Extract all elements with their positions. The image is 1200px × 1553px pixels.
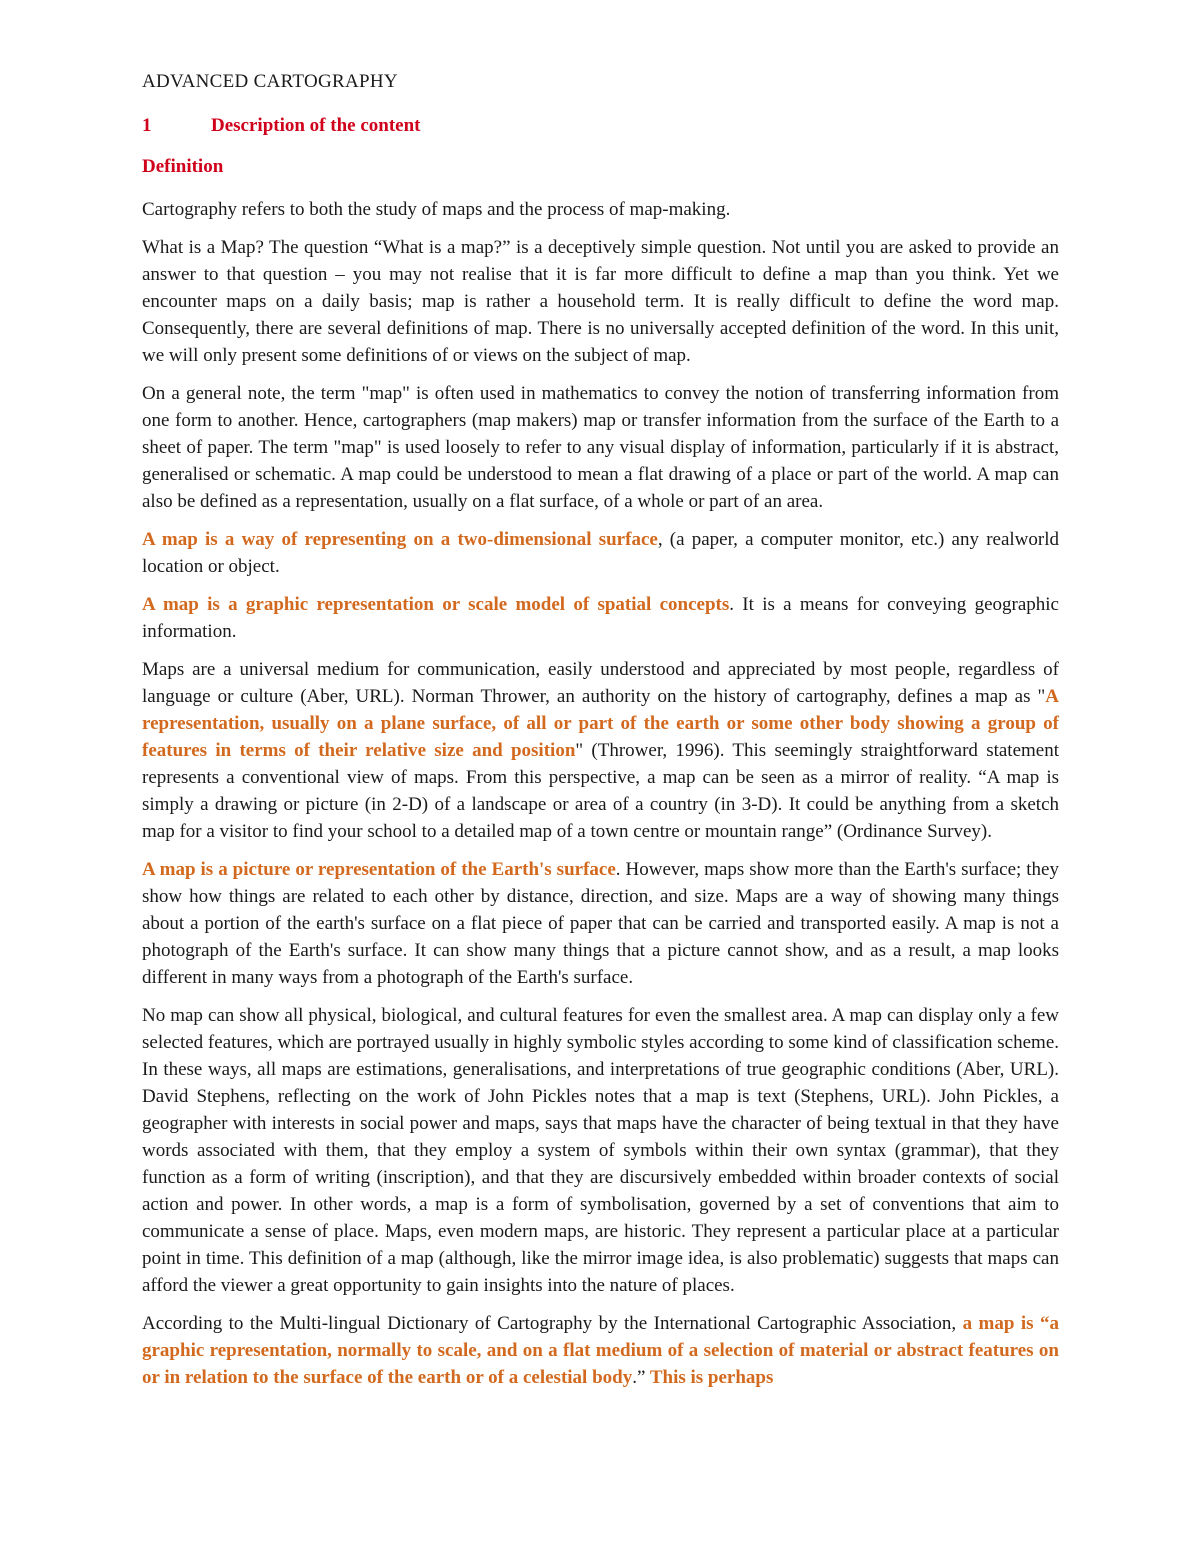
- highlight-definition: A map is a graphic representation or scale model of spatial concepts: [142, 594, 730, 615]
- paragraph-text: , (a paper, a computer monitor, etc.) any realworld location or object.: [142, 529, 1059, 577]
- highlight-continuation: This is perhaps: [645, 1367, 774, 1388]
- highlight-definition: A map is a way of representing on a two-dimensional surface: [142, 529, 658, 550]
- highlight-definition: A map is a picture or representation of the Earth's surface: [142, 859, 616, 880]
- paragraph-definition-two-dimensional: [142, 526, 1059, 580]
- paragraph-text: . However, maps show more than the Earth's surface; they show how things are related to each other by distance, direction, and size. Maps are a way of showing many things about a portion of the earth's surface on a flat piece of paper that can be carried and transported easily. A map is not a photograph of the Earth's surface. It can show many things that a picture cannot show, and as a result, a map looks different in many ways from a photograph of the Earth's surface.: [142, 859, 1059, 988]
- section-title: Description of the content: [211, 115, 421, 136]
- highlight-definition: A representation, usually on a plane surface, of all or part of the earth or some other body showing a group of features in terms of their relative size and position: [142, 686, 1059, 761]
- document-title: ADVANCED CARTOGRAPHY: [142, 71, 398, 92]
- highlight-definition: a map is “a graphic representation, normally to scale, and on a flat medium of a selection of material or abstract features on or in relation to the surface of the earth or of a celestial body: [142, 1313, 1059, 1388]
- paragraph-text: " (Thrower, 1996). This seemingly straightforward statement represents a conventional view of maps. From this perspective, a map can be seen as a mirror of reality. “A map is simply a drawing or picture (in 2-D) of a landscape or area of a country (in 3-D). It could be anything from a sketch map for a visitor to find your school to a detailed map of a town centre or mountain range” (Ordinance Survey).: [142, 740, 1060, 842]
- section-heading: [142, 112, 1059, 139]
- section-number: 1: [142, 115, 152, 136]
- paragraph-intro: Cartography refers to both the study of maps and the process of map-making.: [142, 199, 731, 220]
- paragraph-text: Maps are a universal medium for communication, easily understood and appreciated by most people, regardless of language or culture (Aber, URL). Norman Thrower, an authority on the history of cartography, defines a map as ": [142, 659, 1059, 707]
- paragraph-what-is-map: What is a Map? The question “What is a map?” is a deceptively simple question. Not until you are asked to provide an answer to that question – you may not realise that it is far more difficult to define a map than you think. Yet we encounter maps on a daily basis; map is rather a household term. It is really difficult to define the word map. Consequently, there are several definitions of map. There is no universally accepted definition of the word. In this unit, we will only present some definitions of or views on the subject of map.: [142, 237, 1059, 366]
- paragraph-text: According to the Multi-lingual Dictionary of Cartography by the International Cartographic Association,: [142, 1313, 963, 1334]
- definition-heading: Definition: [142, 156, 224, 177]
- paragraph-text: .”: [632, 1367, 646, 1388]
- paragraph-thrower: [142, 656, 1059, 845]
- paragraph-definition-graphic: [142, 591, 1059, 645]
- document-page: [142, 68, 1059, 1402]
- paragraph-ica-definition: [142, 1310, 1059, 1391]
- paragraph-text: . It is a means for conveying geographic information.: [142, 594, 1059, 642]
- paragraph-no-map: No map can show all physical, biological, and cultural features for even the smallest area. A map can display only a few selected features, which are portrayed usually in highly symbolic styles according to some kind of classification scheme. In these ways, all maps are estimations, generalisations, and interpretations of true geographic conditions (Aber, URL). David Stephens, reflecting on the work of John Pickles notes that a map is text (Stephens, URL). John Pickles, a geographer with interests in social power and maps, says that maps have the character of being textual in that they have words associated with them, that they employ a system of symbols within their own syntax (grammar), that they function as a form of writing (inscription), and that they are discursively embedded within broader contexts of social action and power. In other words, a map is a form of symbolisation, governed by a set of conventions that aim to communicate a sense of place. Maps, even modern maps, are historic. They represent a particular place at a particular point in time. This definition of a map (although, like the mirror image idea, is also problematic) suggests that maps can afford the viewer a great opportunity to gain insights into the nature of places.: [142, 1005, 1060, 1296]
- paragraph-earth-surface: [142, 856, 1059, 991]
- paragraph-general-note: On a general note, the term "map" is often used in mathematics to convey the notion of transferring information from one form to another. Hence, cartographers (map makers) map or transfer information from the surface of the Earth to a sheet of paper. The term "map" is used loosely to refer to any visual display of information, particularly if it is abstract, generalised or schematic. A map could be understood to mean a flat drawing of a place or part of the world. A map can also be defined as a representation, usually on a flat surface, of a whole or part of an area.: [142, 383, 1059, 512]
